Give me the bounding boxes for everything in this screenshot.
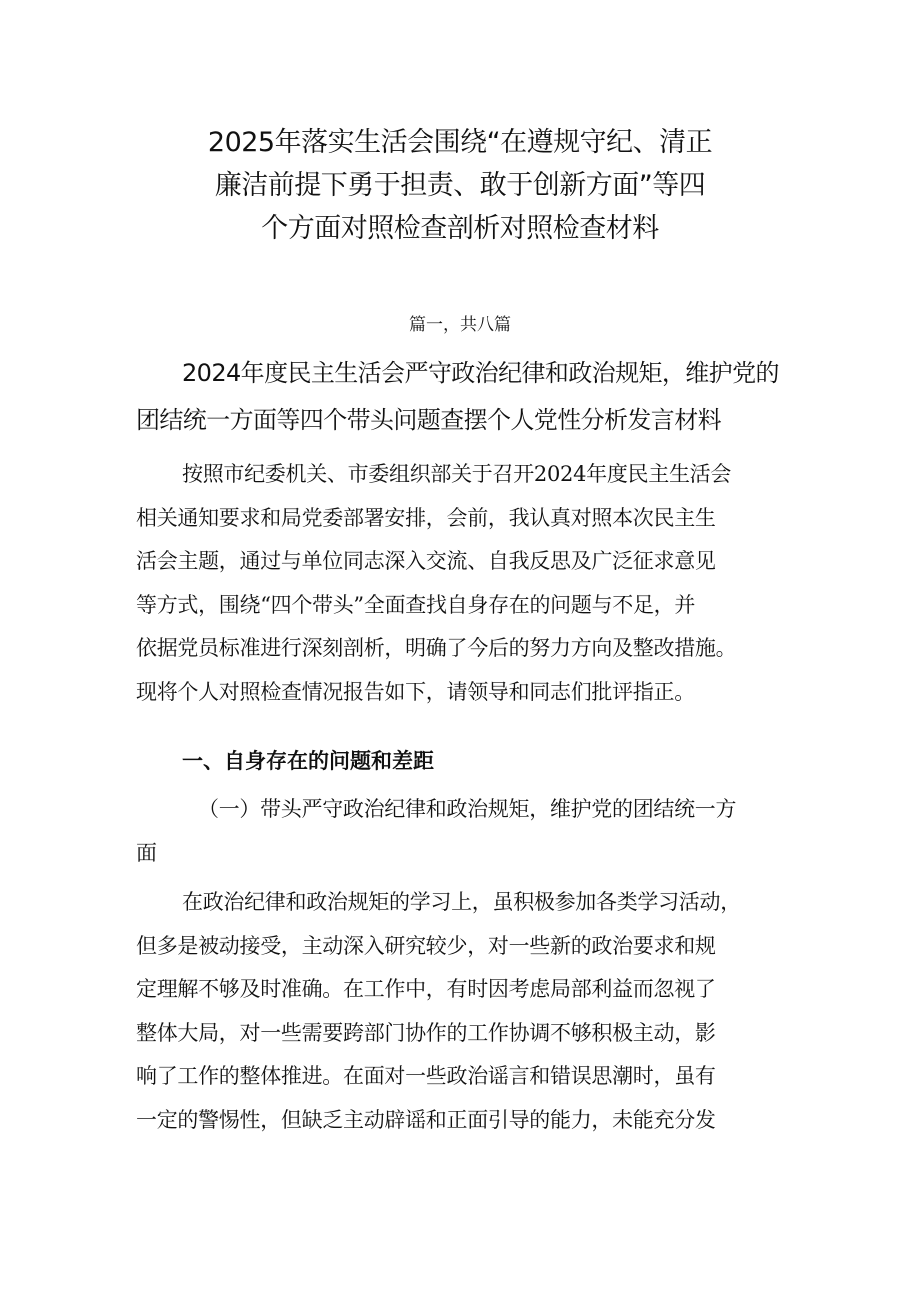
document-title bbox=[130, 121, 790, 250]
paragraph-line: 响了工作的整体推进。在面对一些政治谣言和错误思潮时，虽有 bbox=[136, 1064, 716, 1088]
paragraph-line: 定理解不够及时准确。在工作中，有时因考虑局部利益而忽视了 bbox=[136, 977, 716, 1001]
paragraph-line: 现将个人对照检查情况报告如下，请领导和同志们批评指正。 bbox=[136, 679, 695, 704]
paragraph-line: 相关通知要求和局党委部署安排，会前，我认真对照本次民主生 bbox=[136, 505, 716, 530]
paragraph-line: 按照市纪委机关、市委组织部关于召开2024年度民主生活会 bbox=[182, 462, 732, 486]
paragraph-line: 在政治纪律和政治规矩的学习上，虽积极参加各类学习活动， bbox=[182, 890, 741, 914]
subtitle-line: 团结统一方面等四个带头问题查摆个人党性分析发言材料 bbox=[136, 406, 721, 434]
paragraph-line: 依据党员标准进行深刻剖析，明确了今后的努力方向及整改措施。 bbox=[136, 636, 737, 660]
part-label: 篇一，共八篇 bbox=[409, 315, 511, 335]
paragraph-line: 一定的警惕性，但缺乏主动辟谣和正面引导的能力，未能充分发 bbox=[136, 1107, 716, 1132]
title-line: 个方面对照检查剖析对照检查材料 bbox=[261, 213, 659, 244]
subtitle-line: 2024年度民主生活会严守政治纪律和政治规矩，维护党的 bbox=[182, 359, 779, 387]
intro-paragraph bbox=[136, 453, 806, 714]
subsection-heading bbox=[136, 788, 806, 875]
paragraph-line: 活会主题，通过与单位同志深入交流、自我反思及广泛征求意见 bbox=[136, 549, 716, 573]
paragraph-line: 但多是被动接受，主动深入研究较少，对一些新的政治要求和规 bbox=[136, 933, 716, 958]
subsection-heading-line: （一）带头严守政治纪律和政治规矩，维护党的团结统一方 bbox=[198, 797, 737, 821]
paragraph-line: 整体大局，对一些需要跨部门协作的工作协调不够积极主动，影 bbox=[136, 1020, 716, 1045]
subsection-heading-line: 面 bbox=[136, 840, 157, 865]
title-line: 2025年落实生活会围绕“在遵规守纪、清正 bbox=[207, 127, 713, 158]
body-paragraph bbox=[136, 881, 806, 1142]
paragraph-line: 等方式，围绕“四个带头”全面查找自身存在的问题与不足，并 bbox=[136, 592, 696, 617]
title-line: 廉洁前提下勇于担责、敢于创新方面”等四 bbox=[214, 170, 706, 201]
section-heading: 一、自身存在的问题和差距 bbox=[182, 749, 434, 773]
section-subtitle bbox=[136, 350, 796, 444]
